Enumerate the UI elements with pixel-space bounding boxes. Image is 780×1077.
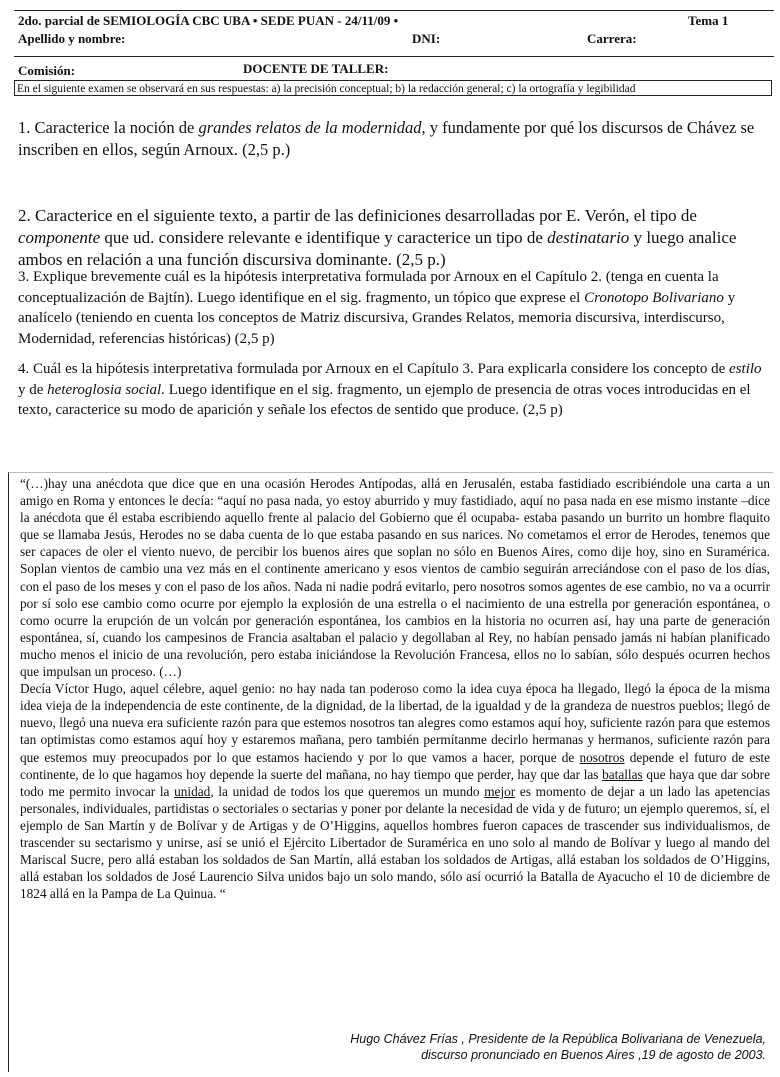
exam-title: 2do. parcial de SEMIOLOGÍA CBC UBA • SEDE PUAN - 24/11/09 • (18, 13, 399, 28)
apellido-label: Apellido y nombre: (18, 31, 126, 46)
attribution-line-2: discurso pronunciado en Buenos Aires ,19 de agosto de 2003. (421, 1048, 766, 1062)
carrera-label: Carrera: (587, 31, 637, 46)
attribution-line-1: Hugo Chávez Frías , Presidente de la República Bolivariana de Venezuela, (350, 1032, 766, 1046)
question-1: 1. Caracterice la noción de grandes relatos de la modernidad, y fundamente por qué los discursos de Chávez se inscriben en ellos, según Arnoux. (2,5 p.) (18, 118, 755, 159)
header-top-rule (14, 10, 774, 11)
question-4: 4. Cuál es la hipótesis interpretativa formulada por Arnoux en el Capítulo 3. Para explicarla considere los concepto de estilo y de heteroglosia social. Luego identifique en el sig. fragmento, un ejemplo de presencia de otras voces introducidas en el texto, caracterice su modo de aparición y señale los efectos de sentido que produce. (2,5 p) (18, 361, 762, 418)
dni-label: DNI: (412, 31, 441, 46)
docente-label: DOCENTE DE TALLER: (243, 61, 389, 76)
question-2: 2. Caracterice en el siguiente texto, a partir de las definiciones desarrolladas por E. Verón, el tipo de componente que ud. considere relevante e identifique y caracterice un tipo de destinatario y luego analice ambos en relación a una función discursiva dominante. (2,5 p.) (18, 206, 737, 269)
comision-label: Comisión: (18, 63, 76, 78)
question-3: 3. Explique brevemente cuál es la hipótesis interpretativa formulada por Arnoux en el Capítulo 2. (tenga en cuenta la conceptualización de Bajtín). Luego identifique en el sig. fragmento, un tópico que exprese el Cronotopo Bolivariano y analícelo (teniendo en cuenta los conceptos de Matriz discursiva, Grandes Relatos, memoria discursiva, interdiscurso, Modernidad, referencias históricas) (2,5 p) (18, 269, 736, 347)
quote-paragraph-1: “(…)hay una anécdota que dice que en una ocasión Herodes Antípodas, allá en Jerusalén, estaba fastidiado escribiéndole una carta a un amigo en Roma y entonces le decía: “aquí no pasa nada, yo estoy aburrido y muy fastidiado, aquí no pasa nada en ese mismo instante –dice la anécdota que él estaba escribiendo aquello frente al palacio del Gobierno que él ocupaba- estaba pasando un burrito un hombre flaquito que se llamaba Jesús, Herodes no se daba cuenta de lo que estaba pasando en sus narices. No cometamos el error de Herodes, tenemos que ser capaces de oler el viento nuevo, de percibir los buenos aires que soplan no sólo en Buenos Aires, como dije hoy, sino en Suramérica. Soplan vientos de cambio una vez más en el continente americano y esos vientos de cambio seguirán arreciándose con el paso de los días, con el paso de los meses y con el paso de los años. Nada ni nadie podrá evitarlo, pero nosotros somos agentes de ese cambio, no va a ocurrir por sí solo ese cambio como ocurre por ejemplo la explosión de una estrella o el nacimiento de una estrella por generación espontánea, o como ocurre la erupción de un volcán por generación espontánea, los cambios en la historia no ocurren así, hay una parte de generación espontánea, sí, cuando los campesinos de Francia asaltaban el palacio y degollaban al Rey, no habían pensado jamás ni habían planificado mucho menos el inicio de una revolución, pero estaba iniciándose la Revolución Francesa, ellos no lo sabían, sólo después ocurren hechos que impulsan un proceso. (…) (20, 476, 770, 680)
evaluation-notice: En el siguiente examen se observará en sus respuestas: a) la precisión conceptual; b) la redacción general; c) la ortografía y legibilidad (14, 80, 772, 96)
quote-fragment (20, 475, 770, 902)
header-middle-rule (14, 56, 774, 57)
quote-paragraph-2: Decía Víctor Hugo, aquel célebre, aquel genio: no hay nada tan poderoso como la idea cuya época ha llegado, llegó la época de la misma idea vieja de la independencia de este continente, de la dignidad, de la libertad, de la igualdad y de la grandeza de nuestros pueblos; llegó de nuevo, llegó una nueva era suficiente razón para que estemos nosotros tan alegres como estamos aquí hoy, suficiente razón para que estemos tan optimistas como estamos aquí hoy y estaremos mañana, pero también permítanme decirlo hermanas y hermanos, suficiente razón para que estemos muy preocupados por lo que estamos haciendo y por lo que vamos a hacer, porque de nosotros depende el futuro de este continente, de lo que hagamos hoy depende la suerte del mañana, no hay tiempo que perder, hay que dar las batallas que haya que dar sobre todo me permito invocar la unidad, la unidad de todos los que queremos un mundo mejor es momento de dejar a un lado las apetencias personales, individuales, partidistas o sectoriales o sectarias y poner por delante la necesidad de vida y de futuro; un ejemplo queremos, sí, el ejemplo de San Martín y de Bolívar y de Artigas y de O’Higgins, aquellos hombres fueron capaces de trascender sus individualismos, de trascender su sectarismo y unirse, así se unió el Ejército Libertador de Suramérica en uno solo al mando de Bolívar y luego al mando del Mariscal Sucre, pero allá estaban los soldados de San Martín, allá estaban los soldados de Artigas, allá estaban los soldados de O’Higgins, allá estaban los soldados de José Laurencio Silva unidos bajo un solo mando, sólo así ocurrió la Batalla de Ayacucho el 10 de diciembre de 1824 allá en la Pampa de La Quinua. “ (20, 681, 770, 902)
quote-attribution (350, 1031, 766, 1063)
tema-label: Tema 1 (688, 13, 729, 28)
